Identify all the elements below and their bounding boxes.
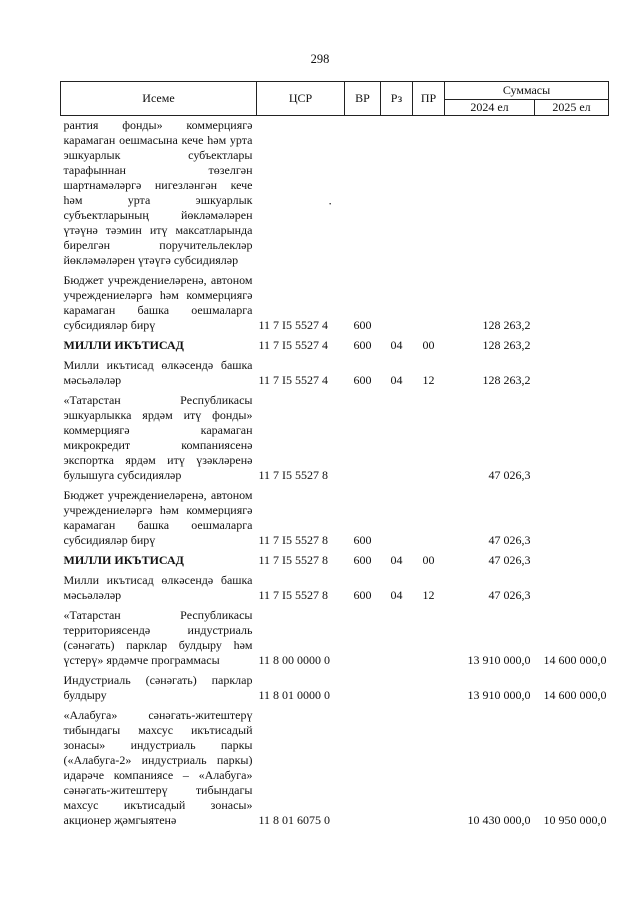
row-csr: 11 7 I5 5527 4 bbox=[258, 318, 329, 332]
row-rz: 04 bbox=[390, 373, 403, 387]
row-name: МИЛЛИ ИКЪТИСАД bbox=[63, 338, 184, 352]
page-number: 298 bbox=[310, 52, 330, 66]
row-amount-2025 bbox=[535, 571, 609, 606]
row-vr bbox=[345, 606, 381, 671]
header-rz: Рз bbox=[381, 82, 413, 116]
row-csr: 11 8 00 0000 0 bbox=[258, 653, 331, 667]
row-amount-2024: 47 026,3 bbox=[488, 533, 531, 547]
row-vr: 600 bbox=[353, 533, 372, 547]
row-name: Милли икътисад өлкәсендә башка мәсьәләләр bbox=[63, 358, 253, 387]
row-name: Милли икътисад өлкәсендә башка мәсьәләләр bbox=[63, 573, 253, 602]
row-amount-2025: 14 600 000,0 bbox=[543, 688, 607, 702]
row-name: Бюджет учреждениеләренә, автоном учреждениеләргә һәм коммерциягә карамаган башка оешмаларга субсидияләр бирү bbox=[63, 488, 253, 547]
header-year-2024: 2024 ел bbox=[445, 100, 535, 116]
table-row bbox=[61, 606, 609, 671]
table-row bbox=[61, 571, 609, 606]
stray-dot: · bbox=[328, 196, 333, 211]
row-amount-2025 bbox=[535, 391, 609, 486]
row-vr bbox=[345, 671, 381, 706]
table-row bbox=[61, 116, 609, 272]
table-row bbox=[61, 336, 609, 356]
row-csr: 11 8 01 6075 0 bbox=[258, 813, 331, 827]
row-rz bbox=[381, 391, 413, 486]
row-csr: 11 7 I5 5527 4 bbox=[258, 338, 329, 352]
header-pr: ПР bbox=[413, 82, 445, 116]
row-amount-2025: 14 600 000,0 bbox=[543, 653, 607, 667]
row-amount-2025 bbox=[535, 116, 609, 272]
row-pr bbox=[413, 671, 445, 706]
header-csr: ЦСР bbox=[257, 82, 345, 116]
row-csr: 11 7 I5 5527 4 bbox=[258, 373, 329, 387]
row-vr bbox=[345, 116, 381, 272]
row-amount-2024 bbox=[445, 116, 535, 272]
row-amount-2024: 13 910 000,0 bbox=[467, 688, 531, 702]
row-rz bbox=[381, 706, 413, 831]
row-amount-2024: 128 263,2 bbox=[482, 318, 531, 332]
header-name: Исеме bbox=[61, 82, 257, 116]
row-rz bbox=[381, 486, 413, 551]
row-vr: 600 bbox=[353, 318, 372, 332]
row-csr: 11 8 01 0000 0 bbox=[258, 688, 331, 702]
row-vr: 600 bbox=[353, 588, 372, 602]
row-name: «Татарстан Республикасы эшкуарлыкка ярдәм итү фонды» коммерциягә карамаган микрокредит компаниясенә экспортка ярдәм итү үзәкләренә булышуга субсидияләр bbox=[63, 393, 253, 482]
row-vr: 600 bbox=[353, 373, 372, 387]
row-amount-2024: 47 026,3 bbox=[488, 588, 531, 602]
row-name: Бюджет учреждениеләренә, автоном учреждениеләргә һәм коммерциягә карамаган башка оешмаларга субсидияләр бирү bbox=[63, 273, 253, 332]
row-vr bbox=[345, 391, 381, 486]
row-rz: 04 bbox=[390, 338, 403, 352]
table-row bbox=[61, 356, 609, 391]
budget-table bbox=[60, 81, 609, 831]
row-pr bbox=[413, 116, 445, 272]
row-pr bbox=[413, 606, 445, 671]
row-pr: 00 bbox=[422, 338, 435, 352]
table-row bbox=[61, 271, 609, 336]
row-csr: 11 7 I5 5527 8 bbox=[258, 553, 329, 567]
header-vr: ВР bbox=[345, 82, 381, 116]
row-pr: 12 bbox=[422, 373, 435, 387]
table-header bbox=[61, 82, 609, 116]
row-name: МИЛЛИ ИКЪТИСАД bbox=[63, 553, 184, 567]
row-amount-2024: 47 026,3 bbox=[488, 553, 531, 567]
row-pr bbox=[413, 391, 445, 486]
row-rz bbox=[381, 671, 413, 706]
row-vr bbox=[345, 706, 381, 831]
row-amount-2025 bbox=[535, 271, 609, 336]
table-row bbox=[61, 391, 609, 486]
table-body bbox=[61, 116, 609, 832]
row-rz: 04 bbox=[390, 588, 403, 602]
row-amount-2025: 10 950 000,0 bbox=[543, 813, 607, 827]
table-row bbox=[61, 551, 609, 571]
row-amount-2025 bbox=[535, 486, 609, 551]
row-amount-2025 bbox=[535, 551, 609, 571]
row-amount-2025 bbox=[535, 336, 609, 356]
table-row bbox=[61, 486, 609, 551]
table-row bbox=[61, 706, 609, 831]
header-year-2025: 2025 ел bbox=[535, 100, 609, 116]
row-name: рантия фонды» коммерциягә карамаган оешмасына кече һәм урта эшкуарлык субъектлары тарафыннан төзелгән шартнамәләргә нигезләнгән кече һәм урта эшкуарлык субъектларының йөкләмәләрен үтәүнә тәэмин итү максатларында бирелгән поручительлекләр йөкләмәләрен үтәүгә субсидияләр bbox=[63, 118, 253, 267]
row-pr: 12 bbox=[422, 588, 435, 602]
row-pr bbox=[413, 706, 445, 831]
row-csr: 11 7 I5 5527 8 bbox=[258, 533, 329, 547]
row-csr: 11 7 I5 5527 8 bbox=[258, 588, 329, 602]
row-vr: 600 bbox=[353, 338, 372, 352]
row-csr bbox=[257, 116, 345, 272]
row-amount-2024: 13 910 000,0 bbox=[467, 653, 531, 667]
row-pr bbox=[413, 486, 445, 551]
row-amount-2024: 128 263,2 bbox=[482, 373, 531, 387]
table-row bbox=[61, 671, 609, 706]
row-amount-2024: 47 026,3 bbox=[488, 468, 531, 482]
row-rz: 04 bbox=[390, 553, 403, 567]
row-vr: 600 bbox=[353, 553, 372, 567]
row-amount-2024: 128 263,2 bbox=[482, 338, 531, 352]
row-rz bbox=[381, 116, 413, 272]
row-amount-2024: 10 430 000,0 bbox=[467, 813, 531, 827]
row-name: «Алабуга» сәнәгать-житештерү тибындагы махсус икътисадый зонасы» индустриаль паркы («Алабуга-2» индустриаль паркы) идарәче компаниясе – «Алабуга» сәнәгать-житештерү тибындагы махсус икътисадый зонасы» акционер җәмгыятенә bbox=[63, 708, 253, 827]
row-rz bbox=[381, 271, 413, 336]
row-name: «Татарстан Республикасы территориясендә индустриаль (сәнәгать) парклар булдыру һәм үстерү» ярдәмче программасы bbox=[63, 608, 253, 667]
row-pr bbox=[413, 271, 445, 336]
row-amount-2025 bbox=[535, 356, 609, 391]
row-rz bbox=[381, 606, 413, 671]
header-sums: Суммасы bbox=[445, 82, 609, 100]
row-name: Индустриаль (сәнәгать) парклар булдыру bbox=[63, 673, 253, 702]
row-pr: 00 bbox=[422, 553, 435, 567]
row-csr: 11 7 I5 5527 8 bbox=[258, 468, 329, 482]
